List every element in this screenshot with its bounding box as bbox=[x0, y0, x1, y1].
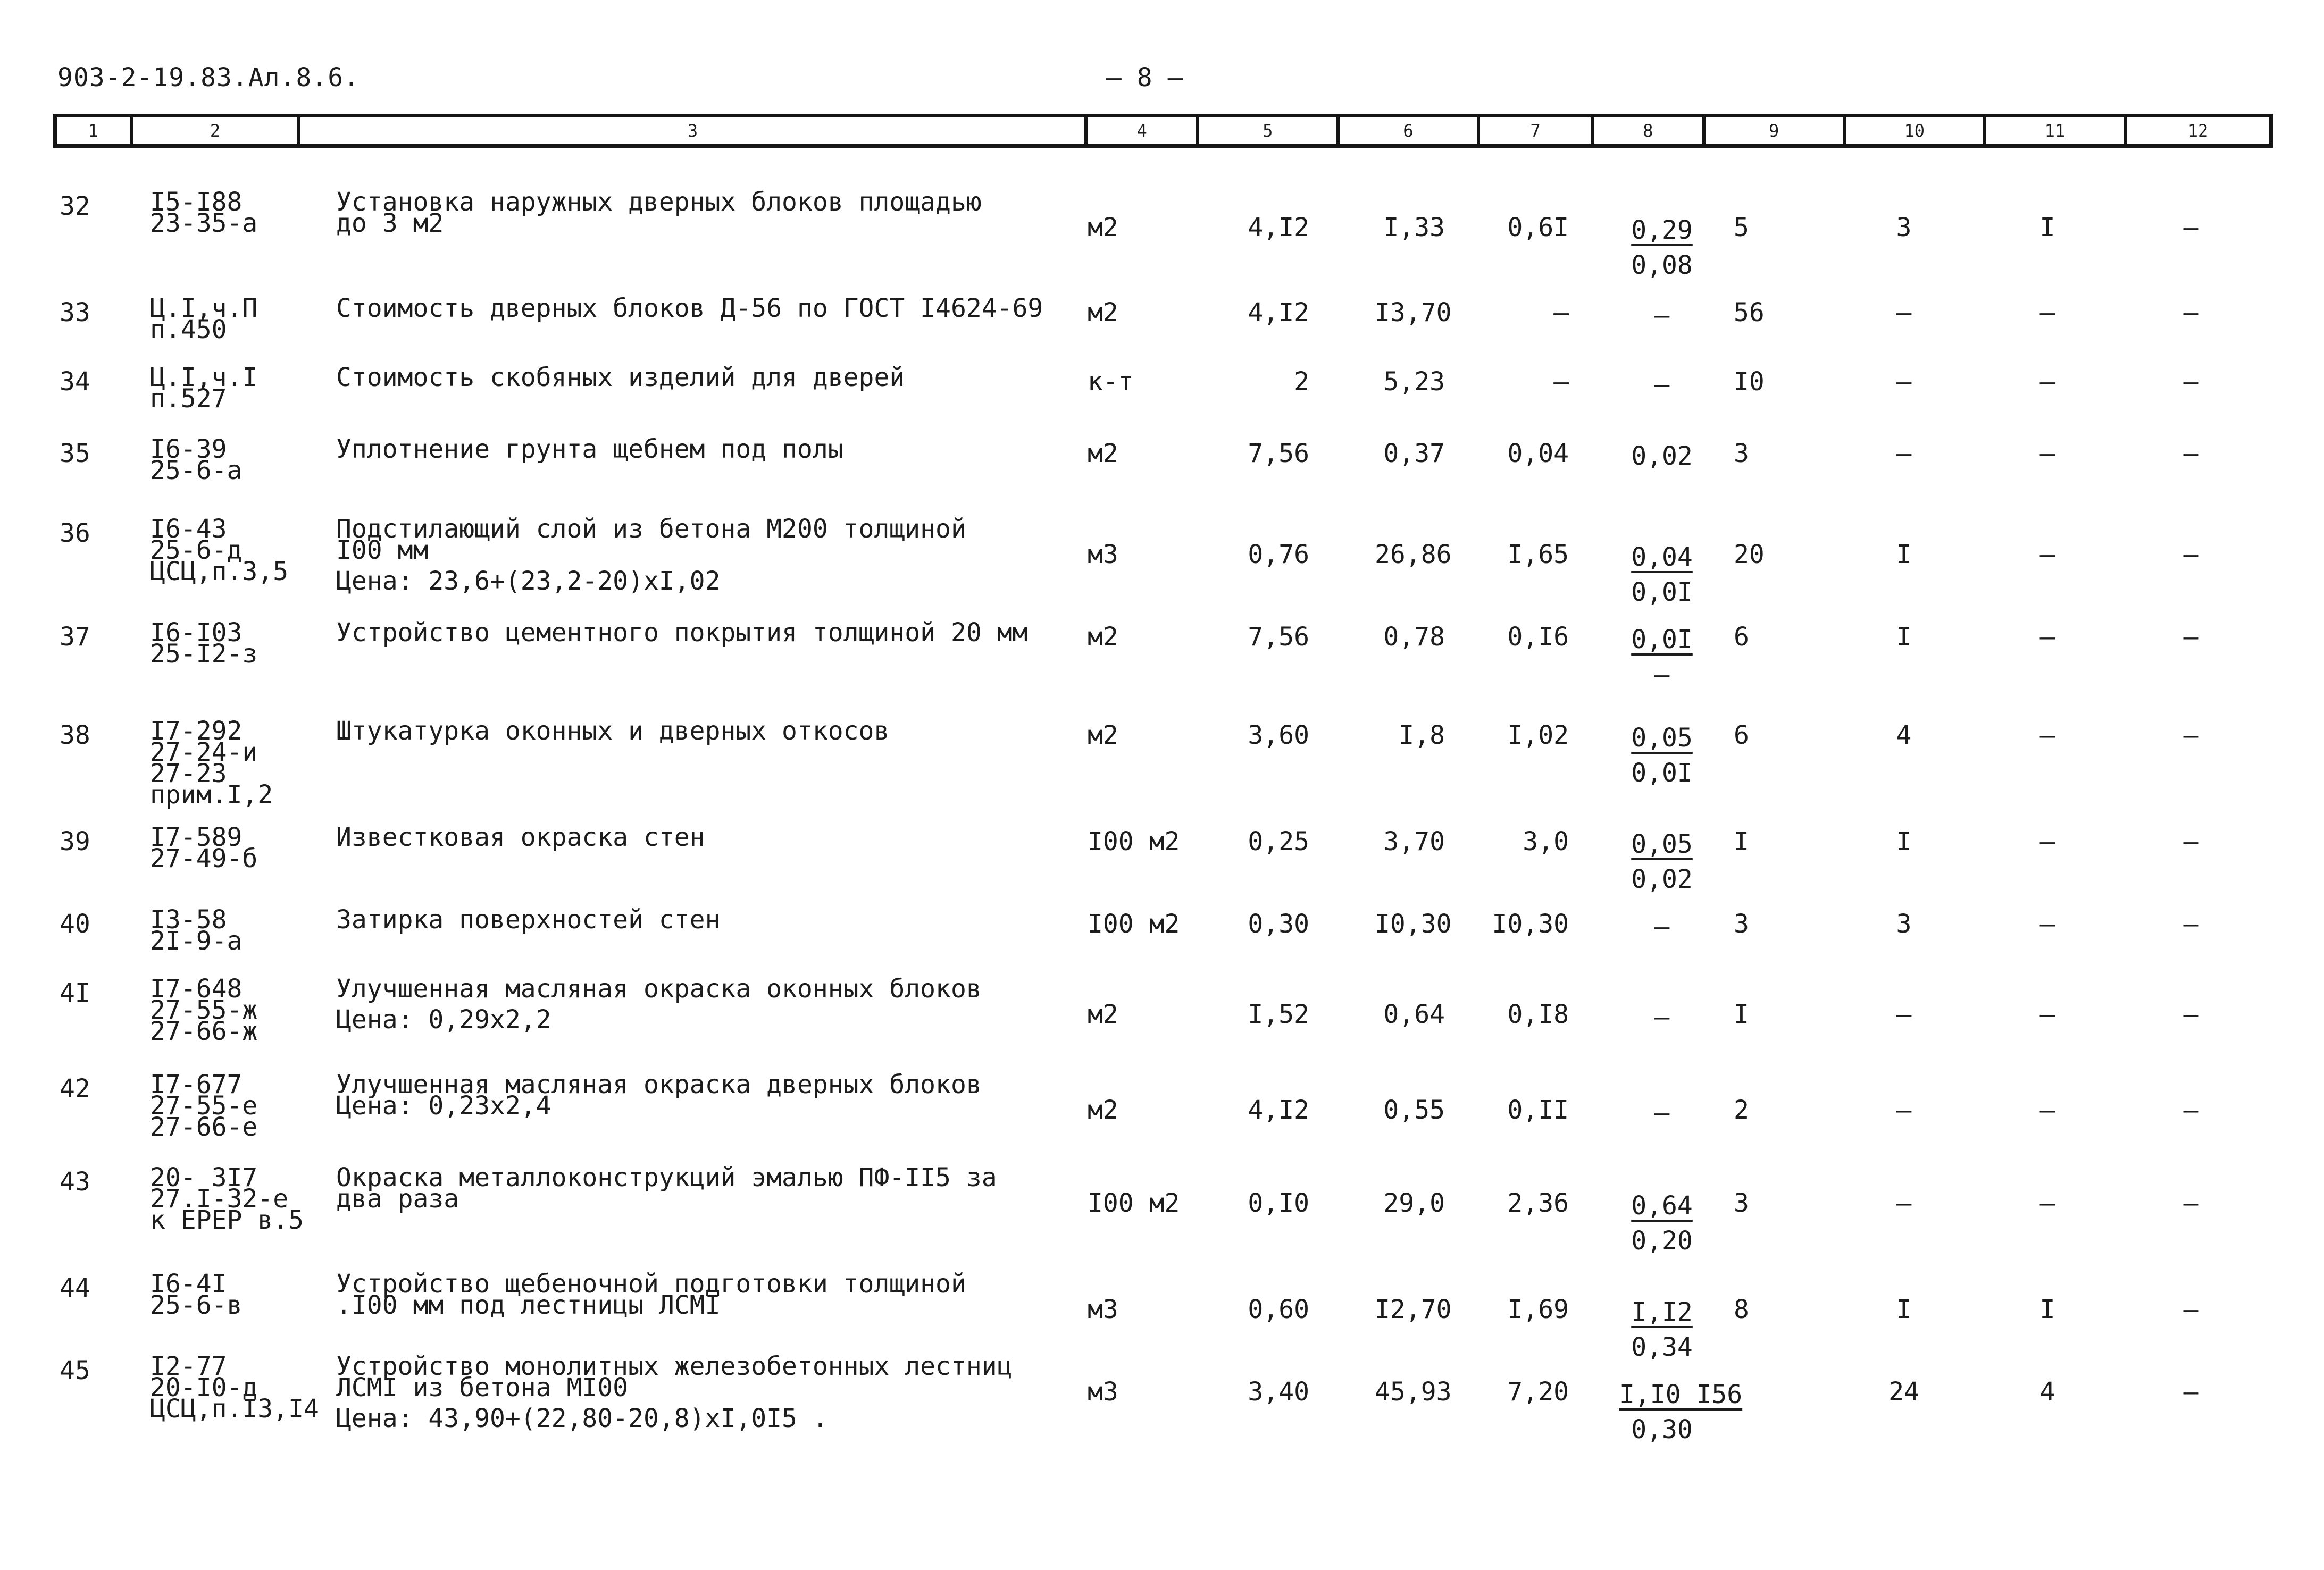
work-name-line: Уплотнение грунта щебнем под полы bbox=[336, 434, 843, 464]
value-col-6: I,33 bbox=[1383, 213, 1445, 242]
work-name bbox=[336, 618, 1028, 648]
value-col-10: I bbox=[1896, 827, 1912, 857]
value-col-7: I,69 bbox=[1507, 1295, 1569, 1324]
value-col-6: 0,55 bbox=[1383, 1095, 1445, 1125]
value-col-8-top: 0,05 bbox=[1631, 829, 1693, 859]
work-name bbox=[336, 434, 843, 464]
norm-code bbox=[150, 974, 258, 1046]
value-col-10: I bbox=[1896, 1295, 1912, 1324]
norm-code-line: Ц.I,ч.П bbox=[150, 293, 258, 323]
value-col-6: I3,70 bbox=[1375, 298, 1452, 328]
value-col-9: I0 bbox=[1734, 367, 1765, 397]
value-col-8 bbox=[1619, 540, 1704, 610]
work-name-line: Подстилающий слой из бетона М200 толщиной bbox=[336, 514, 966, 544]
value-col-6: 45,93 bbox=[1375, 1377, 1452, 1407]
value-col-12: – bbox=[2183, 622, 2199, 652]
norm-code bbox=[150, 905, 243, 956]
quantity: 4,I2 bbox=[1248, 213, 1309, 242]
row-number: 40 bbox=[60, 909, 90, 939]
value-col-11: – bbox=[2039, 1095, 2055, 1125]
row-number: 32 bbox=[60, 191, 90, 221]
norm-code bbox=[150, 363, 258, 414]
price-formula: Цена: 0,29х2,2 bbox=[336, 1005, 551, 1035]
value-col-7: – bbox=[1553, 367, 1569, 397]
value-col-7: I0,30 bbox=[1492, 909, 1569, 939]
work-name-line: Стоимость скобяных изделий для дверей bbox=[336, 363, 905, 392]
value-col-10: I bbox=[1896, 622, 1912, 652]
value-col-11: – bbox=[2039, 909, 2055, 939]
unit: I00 м2 bbox=[1088, 1188, 1180, 1218]
norm-code bbox=[150, 1070, 258, 1142]
norm-code-line: I5-I88 bbox=[150, 187, 243, 217]
norm-code-line: 20-I0-д bbox=[150, 1373, 258, 1403]
value-col-8-top: – bbox=[1654, 370, 1670, 399]
row-number: 42 bbox=[60, 1074, 90, 1104]
value-col-6: 3,70 bbox=[1383, 827, 1445, 857]
value-col-9: 56 bbox=[1734, 298, 1765, 328]
value-col-8-top: 0,02 bbox=[1631, 441, 1693, 471]
value-col-8 bbox=[1619, 1095, 1704, 1130]
column-header-6: 6 bbox=[1340, 117, 1480, 144]
value-col-10: 24 bbox=[1888, 1377, 1919, 1407]
norm-code-line: п.527 bbox=[150, 384, 227, 414]
value-col-7: 2,36 bbox=[1507, 1188, 1569, 1218]
value-col-8-top: I,I2 bbox=[1631, 1297, 1693, 1327]
work-name-line: ЛСМI из бетона МI00 bbox=[336, 1373, 629, 1403]
norm-code bbox=[150, 1269, 243, 1320]
column-header-11: 11 bbox=[1986, 117, 2127, 144]
column-header-1: 1 bbox=[57, 117, 133, 144]
value-col-12: – bbox=[2183, 1188, 2199, 1218]
work-name-line: Улучшенная масляная окраска оконных блоков bbox=[336, 974, 982, 1004]
price-formula: Цена: 43,90+(22,80-20,8)хI,0I5 . bbox=[336, 1404, 828, 1433]
value-col-7: I,65 bbox=[1507, 540, 1569, 569]
value-col-12: – bbox=[2183, 909, 2199, 939]
norm-code-line: 25-I2-з bbox=[150, 639, 258, 669]
unit: м3 bbox=[1088, 540, 1118, 569]
unit: м2 bbox=[1088, 1095, 1118, 1125]
unit: м2 bbox=[1088, 720, 1118, 750]
value-col-12: – bbox=[2183, 1377, 2199, 1407]
row-number: 37 bbox=[60, 622, 90, 652]
work-name bbox=[336, 1269, 966, 1320]
unit: к-т bbox=[1088, 367, 1134, 397]
norm-code-line: 23-35-а bbox=[150, 208, 258, 238]
value-col-12: – bbox=[2183, 439, 2199, 468]
value-col-11: – bbox=[2039, 1000, 2055, 1029]
value-col-7: 0,6I bbox=[1507, 213, 1569, 242]
quantity: 2 bbox=[1294, 367, 1309, 397]
work-name bbox=[336, 514, 966, 596]
norm-code-line: прим.I,2 bbox=[150, 780, 273, 810]
value-col-10: 3 bbox=[1896, 909, 1912, 939]
norm-code-line: I7-292 bbox=[150, 716, 243, 746]
quantity: 4,I2 bbox=[1248, 298, 1309, 328]
value-col-8 bbox=[1619, 1295, 1704, 1365]
value-col-7: 0,I8 bbox=[1507, 1000, 1569, 1029]
value-col-9: 3 bbox=[1734, 1188, 1749, 1218]
value-col-12: – bbox=[2183, 540, 2199, 569]
norm-code-line: I3-58 bbox=[150, 905, 227, 935]
row-number: 39 bbox=[60, 827, 90, 857]
row-number: 36 bbox=[60, 518, 90, 548]
value-col-6: I0,30 bbox=[1375, 909, 1452, 939]
value-col-12: – bbox=[2183, 720, 2199, 750]
value-col-6: 29,0 bbox=[1383, 1188, 1445, 1218]
value-col-11: – bbox=[2039, 622, 2055, 652]
norm-code-line: п.450 bbox=[150, 315, 227, 345]
work-name bbox=[336, 1070, 982, 1121]
norm-code bbox=[150, 293, 258, 345]
work-name-line: Окраска металлоконструкций эмалью ПФ-II5 за bbox=[336, 1163, 997, 1193]
value-col-8 bbox=[1619, 909, 1704, 944]
value-col-6: 26,86 bbox=[1375, 540, 1452, 569]
value-col-7: 0,04 bbox=[1507, 439, 1569, 468]
value-col-6: 5,23 bbox=[1383, 367, 1445, 397]
norm-code-line: 27-66-ж bbox=[150, 1017, 258, 1046]
value-col-8-top: – bbox=[1654, 1002, 1670, 1032]
quantity: 0,30 bbox=[1248, 909, 1309, 939]
value-col-9: 3 bbox=[1734, 439, 1749, 468]
norm-code-line: ЦСЦ,п.I3,I4 bbox=[150, 1394, 319, 1424]
quantity: 0,25 bbox=[1248, 827, 1309, 857]
value-col-8-top: 0,0I bbox=[1631, 625, 1693, 654]
column-header-3: 3 bbox=[300, 117, 1088, 144]
value-col-11: – bbox=[2039, 1188, 2055, 1218]
value-col-11: – bbox=[2039, 439, 2055, 468]
value-col-11: 4 bbox=[2039, 1377, 2055, 1407]
row-number: 43 bbox=[60, 1167, 90, 1197]
work-name bbox=[336, 293, 1043, 323]
norm-code-line: I6-39 bbox=[150, 434, 227, 464]
norm-code-line: I6-I03 bbox=[150, 618, 243, 648]
work-name bbox=[336, 905, 721, 935]
work-name bbox=[336, 187, 982, 238]
value-col-8 bbox=[1619, 827, 1704, 897]
value-col-10: – bbox=[1896, 1095, 1912, 1125]
quantity: 0,76 bbox=[1248, 540, 1309, 569]
norm-code-line: I2-77 bbox=[150, 1351, 227, 1381]
value-col-9: 5 bbox=[1734, 213, 1749, 242]
norm-code-line: 27-24-и bbox=[150, 737, 258, 767]
value-col-8-bottom: 0,0I bbox=[1631, 758, 1693, 788]
unit: I00 м2 bbox=[1088, 827, 1180, 857]
norm-code-line: 27-55-ж bbox=[150, 995, 258, 1025]
work-name-line: I00 мм bbox=[336, 535, 429, 565]
norm-code-line: 27-66-е bbox=[150, 1112, 258, 1142]
norm-code-line: 27-23 bbox=[150, 759, 227, 788]
value-col-12: – bbox=[2183, 1295, 2199, 1324]
work-name-line: Улучшенная масляная окраска дверных блоков bbox=[336, 1070, 982, 1099]
norm-code bbox=[150, 187, 258, 238]
quantity: 0,60 bbox=[1248, 1295, 1309, 1324]
quantity: 3,60 bbox=[1248, 720, 1309, 750]
value-col-10: – bbox=[1896, 367, 1912, 397]
unit: м2 bbox=[1088, 1000, 1118, 1029]
value-col-10: – bbox=[1896, 1000, 1912, 1029]
norm-code-line: I7-677 bbox=[150, 1070, 243, 1099]
value-col-8-bottom: 0,20 bbox=[1631, 1226, 1693, 1256]
value-col-8 bbox=[1619, 1000, 1704, 1035]
work-name bbox=[336, 1163, 997, 1214]
value-col-8-top: – bbox=[1654, 912, 1670, 942]
value-col-12: – bbox=[2183, 1095, 2199, 1125]
norm-code bbox=[150, 716, 273, 810]
norm-code-line: ЦСЦ,п.3,5 bbox=[150, 557, 289, 586]
value-col-9: 3 bbox=[1734, 909, 1749, 939]
norm-code-line: 27-49-б bbox=[150, 844, 258, 874]
norm-code-line: Ц.I,ч.I bbox=[150, 363, 258, 392]
work-name-line: Затирка поверхностей стен bbox=[336, 905, 721, 935]
work-name bbox=[336, 822, 705, 852]
value-col-10: I bbox=[1896, 540, 1912, 569]
value-col-8-top: I,I0 I56 bbox=[1619, 1380, 1743, 1409]
column-header-5: 5 bbox=[1199, 117, 1340, 144]
work-name bbox=[336, 363, 905, 392]
value-col-8 bbox=[1619, 439, 1704, 474]
unit: м3 bbox=[1088, 1377, 1118, 1407]
norm-code bbox=[150, 514, 289, 586]
value-col-10: 4 bbox=[1896, 720, 1912, 750]
row-number: 33 bbox=[60, 298, 90, 328]
value-col-8-bottom: 0,02 bbox=[1631, 864, 1693, 894]
value-col-6: 0,78 bbox=[1383, 622, 1445, 652]
value-col-8-bottom: 0,30 bbox=[1631, 1415, 1693, 1445]
value-col-6: 0,64 bbox=[1383, 1000, 1445, 1029]
norm-code-line: 25-6-д bbox=[150, 535, 243, 565]
value-col-8 bbox=[1619, 1188, 1704, 1258]
value-col-8 bbox=[1619, 1377, 1743, 1447]
unit: м2 bbox=[1088, 439, 1118, 468]
value-col-8-bottom: 0,0I bbox=[1631, 577, 1693, 607]
value-col-8-bottom: 0,34 bbox=[1631, 1332, 1693, 1362]
work-name-line: Устройство цементного покрытия толщиной 20 мм bbox=[336, 618, 1028, 648]
value-col-10: – bbox=[1896, 439, 1912, 468]
norm-code bbox=[150, 822, 258, 874]
document-code: 903-2-19.83.Ал.8.6. bbox=[57, 63, 360, 93]
value-col-9: 8 bbox=[1734, 1295, 1749, 1324]
work-name bbox=[336, 716, 890, 746]
work-name-line: два раза bbox=[336, 1184, 459, 1214]
quantity: 7,56 bbox=[1248, 439, 1309, 468]
norm-code-line: I7-648 bbox=[150, 974, 243, 1004]
norm-code-line: 27-55-е bbox=[150, 1091, 258, 1121]
work-name-line: Цена: 0,23х2,4 bbox=[336, 1091, 551, 1121]
unit: м2 bbox=[1088, 622, 1118, 652]
norm-code bbox=[150, 1163, 304, 1235]
value-col-8 bbox=[1619, 622, 1704, 692]
price-formula: Цена: 23,6+(23,2-20)хI,02 bbox=[336, 566, 721, 596]
work-name-line: Устройство щебеночной подготовки толщиной bbox=[336, 1269, 966, 1299]
value-col-11: – bbox=[2039, 367, 2055, 397]
norm-code-line: 20- 3I7 bbox=[150, 1163, 258, 1193]
value-col-10: – bbox=[1896, 1188, 1912, 1218]
norm-code-line: к ЕРЕР в.5 bbox=[150, 1205, 304, 1235]
value-col-10: – bbox=[1896, 298, 1912, 328]
value-col-6: I2,70 bbox=[1375, 1295, 1452, 1324]
value-col-11: – bbox=[2039, 827, 2055, 857]
row-number: 4I bbox=[60, 978, 90, 1008]
work-name-line: Штукатурка оконных и дверных откосов bbox=[336, 716, 890, 746]
value-col-12: – bbox=[2183, 1000, 2199, 1029]
value-col-7: 0,II bbox=[1507, 1095, 1569, 1125]
value-col-12: – bbox=[2183, 298, 2199, 328]
value-col-8-bottom: – bbox=[1654, 660, 1670, 690]
norm-code-line: 25-6-в bbox=[150, 1290, 243, 1320]
value-col-7: I,02 bbox=[1507, 720, 1569, 750]
value-col-9: I bbox=[1734, 1000, 1749, 1029]
column-header-row bbox=[53, 114, 2273, 148]
row-number: 44 bbox=[60, 1273, 90, 1303]
value-col-9: 6 bbox=[1734, 720, 1749, 750]
quantity: 0,I0 bbox=[1248, 1188, 1309, 1218]
quantity: 3,40 bbox=[1248, 1377, 1309, 1407]
value-col-8-top: 0,64 bbox=[1631, 1191, 1693, 1221]
page-number: — 8 — bbox=[1106, 63, 1183, 93]
norm-code-line: I6-43 bbox=[150, 514, 227, 544]
column-header-2: 2 bbox=[133, 117, 301, 144]
work-name-line: Устройство монолитных железобетонных лестниц bbox=[336, 1351, 1013, 1381]
value-col-8-top: – bbox=[1654, 300, 1670, 330]
value-col-8-bottom: 0,08 bbox=[1631, 250, 1693, 280]
value-col-8 bbox=[1619, 213, 1704, 283]
value-col-8-top: – bbox=[1654, 1098, 1670, 1128]
column-header-8: 8 bbox=[1594, 117, 1705, 144]
work-name-line: Известковая окраска стен bbox=[336, 822, 705, 852]
column-header-7: 7 bbox=[1480, 117, 1594, 144]
value-col-12: – bbox=[2183, 367, 2199, 397]
value-col-6: I,8 bbox=[1399, 720, 1445, 750]
value-col-11: – bbox=[2039, 720, 2055, 750]
norm-code-line: 2I-9-а bbox=[150, 926, 243, 956]
value-col-11: I bbox=[2039, 213, 2055, 242]
column-header-4: 4 bbox=[1088, 117, 1199, 144]
value-col-7: 7,20 bbox=[1507, 1377, 1569, 1407]
value-col-8-top: 0,29 bbox=[1631, 215, 1693, 245]
norm-code-line: I6-4I bbox=[150, 1269, 227, 1299]
value-col-11: – bbox=[2039, 298, 2055, 328]
value-col-8-top: 0,05 bbox=[1631, 723, 1693, 753]
work-name-line: Установка наружных дверных блоков площадью bbox=[336, 187, 982, 217]
quantity: 4,I2 bbox=[1248, 1095, 1309, 1125]
column-header-12: 12 bbox=[2187, 121, 2209, 141]
work-name bbox=[336, 974, 982, 1035]
unit: м2 bbox=[1088, 213, 1118, 242]
norm-code-line: 25-6-а bbox=[150, 456, 243, 485]
column-header-10: 10 bbox=[1846, 117, 1986, 144]
row-number: 45 bbox=[60, 1356, 90, 1386]
work-name bbox=[336, 1351, 1013, 1433]
norm-code-line: 27.I-32-е bbox=[150, 1184, 289, 1214]
row-number: 38 bbox=[60, 720, 90, 750]
value-col-8 bbox=[1619, 720, 1704, 791]
norm-code bbox=[150, 1351, 319, 1424]
value-col-9: 20 bbox=[1734, 540, 1765, 569]
value-col-11: – bbox=[2039, 540, 2055, 569]
value-col-10: 3 bbox=[1896, 213, 1912, 242]
work-name-line: до 3 м2 bbox=[336, 208, 444, 238]
column-header-9: 9 bbox=[1706, 117, 1846, 144]
value-col-9: I bbox=[1734, 827, 1749, 857]
norm-code bbox=[150, 618, 258, 669]
row-number: 35 bbox=[60, 439, 90, 468]
value-col-8-top: 0,04 bbox=[1631, 542, 1693, 572]
quantity: I,52 bbox=[1248, 1000, 1309, 1029]
value-col-11: I bbox=[2039, 1295, 2055, 1324]
value-col-7: – bbox=[1553, 298, 1569, 328]
value-col-7: 3,0 bbox=[1523, 827, 1569, 857]
unit: м2 bbox=[1088, 298, 1118, 328]
value-col-7: 0,I6 bbox=[1507, 622, 1569, 652]
unit: I00 м2 bbox=[1088, 909, 1180, 939]
value-col-9: 6 bbox=[1734, 622, 1749, 652]
value-col-9: 2 bbox=[1734, 1095, 1749, 1125]
value-col-6: 0,37 bbox=[1383, 439, 1445, 468]
quantity: 7,56 bbox=[1248, 622, 1309, 652]
norm-code-line: I7-589 bbox=[150, 822, 243, 852]
work-name-line: Стоимость дверных блоков Д-56 по ГОСТ I4624-69 bbox=[336, 293, 1043, 323]
norm-code bbox=[150, 434, 243, 485]
value-col-12: – bbox=[2183, 827, 2199, 857]
value-col-8 bbox=[1619, 298, 1704, 333]
work-name-line: .I00 мм под лестницы ЛСМI bbox=[336, 1290, 721, 1320]
value-col-12: – bbox=[2183, 213, 2199, 242]
unit: м3 bbox=[1088, 1295, 1118, 1324]
value-col-8 bbox=[1619, 367, 1704, 402]
row-number: 34 bbox=[60, 367, 90, 397]
